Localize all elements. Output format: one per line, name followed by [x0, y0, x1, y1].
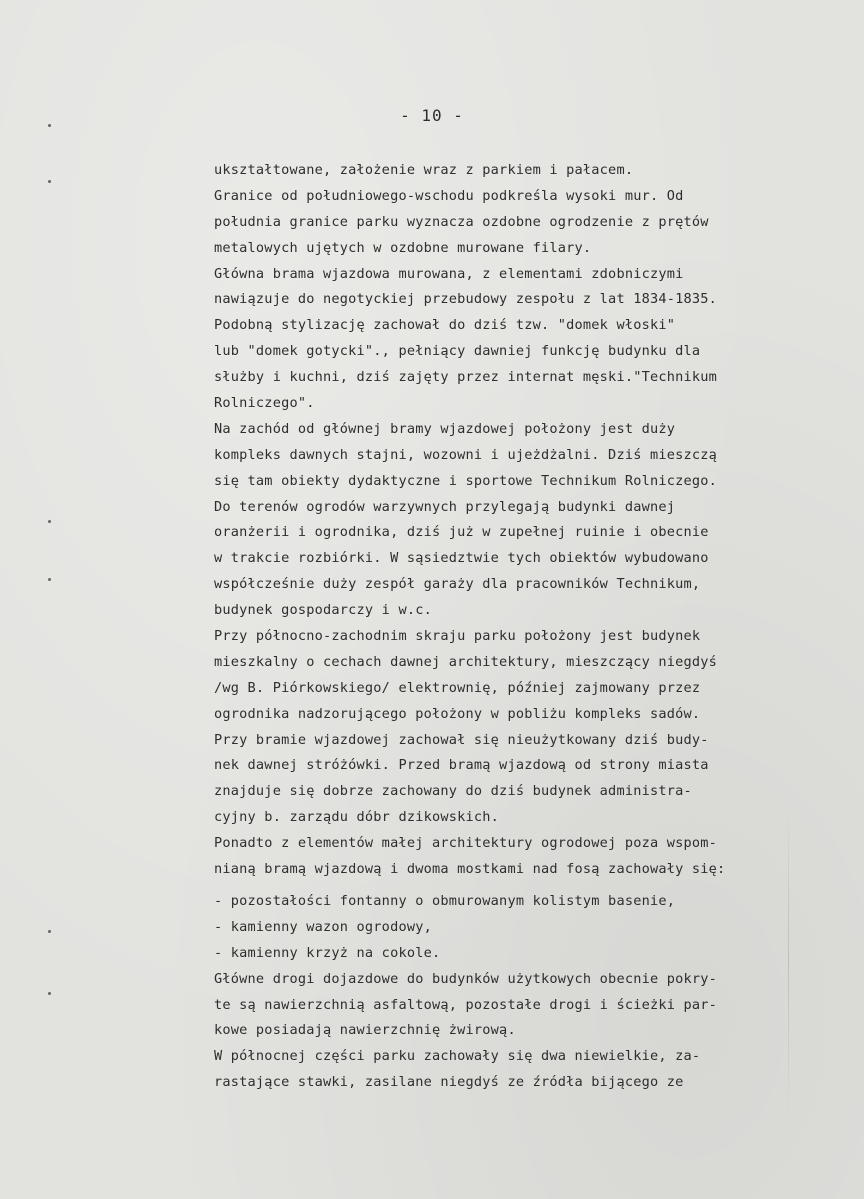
text-line: się tam obiekty dydaktyczne i sportowe Technikum Rolniczego. [214, 472, 718, 489]
text-line: Główne drogi dojazdowe do budynków użytkowych obecnie pokry- [214, 970, 718, 987]
text-line: nianą bramą wjazdową i dwoma mostkami nad fosą zachowały się: [214, 861, 726, 878]
text-line: rastające stawki, zasilane niegdyś ze źródła bijącego ze [214, 1074, 684, 1091]
paper-fold [788, 800, 789, 1120]
text-line: nek dawnej stróżówki. Przed bramą wjazdową od strony miasta [214, 757, 709, 774]
text-line: cyjny b. zarządu dóbr dzikowskich. [214, 809, 500, 826]
text-line: Do terenów ogrodów warzywnych przylegają budynki dawnej [214, 498, 676, 515]
text-line: W północnej części parku zachowały się dwa niewielkie, za- [214, 1048, 701, 1065]
text-line: oranżerii i ogrodnika, dziś już w zupełnej ruinie i obecnie [214, 524, 709, 541]
margin-dot [48, 180, 51, 183]
text-line: nawiązuje do negotyckiej przebudowy zespołu z lat 1834-1835. [214, 291, 718, 308]
text-line: kowe posiadają nawierzchnię żwirową. [214, 1022, 516, 1039]
text-line: /wg B. Piórkowskiego/ elektrownię, później zajmowany przez [214, 679, 701, 696]
text-line: Granice od południowego-wschodu podkreśla wysoki mur. Od [214, 187, 684, 204]
text-line: lub "domek gotycki"., pełniący dawniej funkcję budynku dla [214, 343, 701, 360]
list-item: - kamienny krzyż na cokole. [214, 944, 441, 961]
text-line: mieszkalny o cechach dawnej architektury, mieszczący niegdyś [214, 653, 718, 670]
page-number: - 10 - [400, 106, 464, 125]
text-line: Główna brama wjazdowa murowana, z elementami zdobniczymi [214, 265, 684, 282]
text-line: ogrodnika nadzorującego położony w pobliżu kompleks sadów. [214, 705, 701, 722]
list-item: - kamienny wazon ogrodowy, [214, 918, 432, 935]
text-line: Przy bramie wjazdowej zachował się nieużytkowany dziś budy- [214, 731, 709, 748]
margin-dot [48, 992, 51, 995]
text-line: te są nawierzchnią asfaltową, pozostałe drogi i ścieżki par- [214, 996, 718, 1013]
text-line: Rolniczego". [214, 395, 315, 412]
text-line: w trakcie rozbiórki. W sąsiedztwie tych obiektów wybudowano [214, 550, 709, 567]
margin-dot [48, 578, 51, 581]
text-line: ukształtowane, założenie wraz z parkiem i pałacem. [214, 162, 634, 178]
margin-dot [48, 124, 51, 127]
text-line: znajduje się dobrze zachowany do dziś budynek administra- [214, 783, 692, 800]
text-line: Przy północno-zachodnim skraju parku położony jest budynek [214, 628, 701, 645]
text-line: Na zachód od głównej bramy wjazdowej położony jest duży [214, 420, 676, 437]
document-body [214, 158, 854, 1096]
text-line: Ponadto z elementów małej architektury ogrodowej poza wspom- [214, 835, 718, 852]
text-line: metalowych ujętych w ozdobne murowane filary. [214, 239, 592, 256]
text-line: współcześnie duży zespół garaży dla pracowników Technikum, [214, 576, 701, 593]
text-line: budynek gospodarczy i w.c. [214, 602, 432, 619]
margin-dot [48, 520, 51, 523]
list-item: - pozostałości fontanny o obmurowanym kolistym basenie, [214, 892, 676, 909]
text-line: kompleks dawnych stajni, wozowni i ujeżdżalni. Dziś mieszczą [214, 446, 718, 463]
margin-dot [48, 930, 51, 933]
text-line: służby i kuchni, dziś zajęty przez internat męski."Technikum [214, 369, 718, 386]
text-line: południa granice parku wyznacza ozdobne ogrodzenie z prętów [214, 213, 709, 230]
text-line: Podobną stylizację zachował do dziś tzw. "domek włoski" [214, 317, 676, 334]
